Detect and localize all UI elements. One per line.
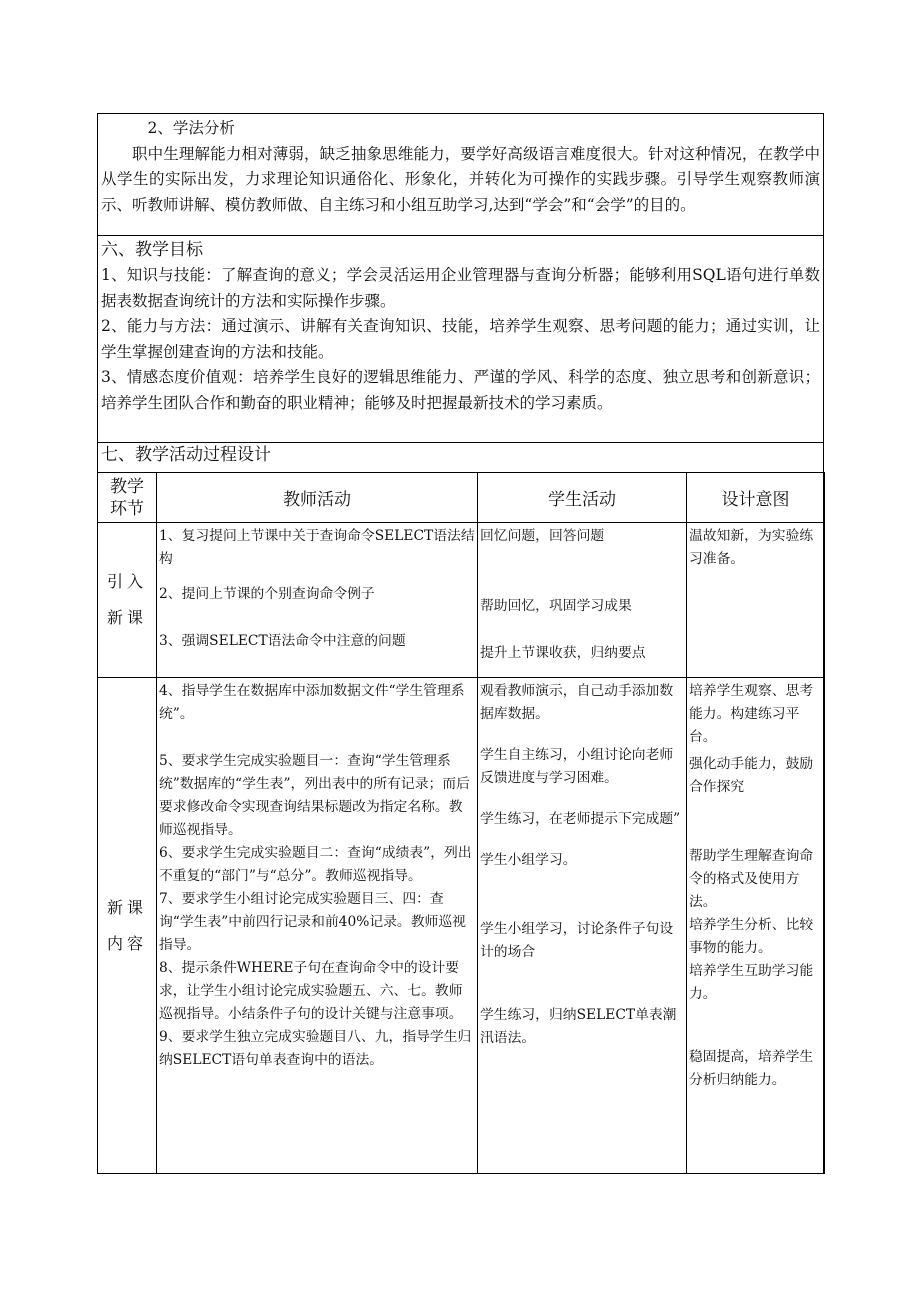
goal-item-knowledge: 1、知识与技能：了解查询的意义；学会灵活运用企业管理器与查询分析器；能够利用SQL语句进行单数据表数据查询统计的方法和实际操作步骤。 [101, 266, 820, 310]
header-stage: 教学环节 [98, 473, 157, 523]
student-activity-new [478, 678, 687, 1174]
list-item: 9、要求学生独立完成实验题目八、九，指导学生归纳SELECT语句单表查询中的语法。 [159, 1029, 472, 1068]
student-activity-intro [478, 523, 687, 678]
list-item: 2、提问上节课的个别查询命令例子 [159, 586, 375, 602]
process-design-section [98, 443, 823, 473]
list-item: 3、强调SELECT语法命令中注意的问题 [159, 633, 406, 649]
list-item: 温故知新，为实验练习准备。 [689, 528, 814, 567]
header-student: 学生活动 [478, 473, 687, 523]
design-intent-new [687, 678, 825, 1174]
header-intent: 设计意图 [687, 473, 825, 523]
list-item: 培养学生观察、思考能力。构建练习平台。 [689, 683, 814, 745]
list-item: 回忆问题，回答问题 [480, 528, 605, 544]
list-item: 学生自主练习，小组讨论向老师反馈进度与学习困难。 [480, 747, 674, 786]
list-item: 稳固提高，培养学生分析归纳能力。 [689, 1049, 814, 1088]
list-item: 8、提示条件WHERE子句在查询命令中的设计要求，让学生小组讨论完成实验题五、六、七。教师巡视指导。小结条件子句的设计关键与注意事项。 [159, 960, 463, 1022]
activity-table [97, 472, 825, 1174]
list-item: 学生小组学习。 [480, 852, 577, 868]
teacher-activity-intro [157, 523, 478, 678]
list-item: 提升上节课收获，归纳要点 [480, 645, 646, 661]
learning-method-section [98, 114, 823, 236]
lesson-plan-box [97, 113, 824, 1174]
teaching-goals-title: 六、教学目标 [101, 240, 203, 260]
list-item: 培养学生互助学习能力。 [689, 963, 814, 1002]
learning-method-body: 职中生理解能力相对薄弱，缺乏抽象思维能力，要学好高级语言难度很大。针对这种情况，在教学中从学生的实际出发，力求理论知识通俗化、形象化，并转化为可操作的实践步骤。引导学生观察教师演示、听教师讲解、模仿教师做、自主练习和小组互助学习,达到“学会”和“会学”的目的。 [101, 144, 820, 214]
table-row-intro [98, 523, 825, 678]
list-item: 学生小组学习，讨论条件子句设计的场合 [480, 921, 674, 960]
goal-item-ability: 2、能力与方法：通过演示、讲解有关查询知识、技能，培养学生观察、思考问题的能力；通过实训，让学生掌握创建查询的方法和技能。 [101, 317, 820, 361]
list-item: 学生练习，在老师提示下完成题” [480, 811, 681, 827]
list-item: 观看教师演示，自己动手添加数据库数据。 [480, 683, 674, 722]
list-item: 4、指导学生在数据库中添加数据文件“学生管理系统”。 [159, 683, 465, 722]
header-teacher: 教师活动 [157, 473, 478, 523]
table-header-row [98, 473, 825, 523]
teacher-activity-new [157, 678, 478, 1174]
list-item: 1、复习提问上节课中关于查询命令SELECT语法结构 [159, 528, 475, 567]
stage-intro: 引入新课 [98, 523, 157, 678]
list-item: 7、要求学生小组讨论完成实验题目三、四：查询“学生表”中前四行记录和前40%记录。教师巡视指导。 [159, 891, 466, 953]
list-item: 6、要求学生完成实验题目二：查询“成绩表”，列出不重复的“部门”与“总分”。教师巡视指导。 [159, 845, 472, 884]
process-design-title: 七、教学活动过程设计 [101, 445, 271, 465]
design-intent-intro [687, 523, 825, 678]
teaching-goals-section [98, 236, 823, 443]
stage-new-content: 新课内容 [98, 678, 157, 1174]
lesson-plan-page [97, 113, 824, 1174]
list-item: 强化动手能力，鼓励合作探究 [689, 756, 814, 795]
list-item: 培养学生分析、比较事物的能力。 [689, 917, 814, 956]
list-item: 帮助学生理解查询命令的格式及使用方法。 [689, 848, 814, 910]
list-item: 帮助回忆，巩固学习成果 [480, 598, 632, 614]
list-item: 5、要求学生完成实验题目一：查询“学生管理系统”数据库的“学生表”，列出表中的所有记录；而后要求修改命令实现查询结果标题改为指定名称。教师巡视指导。 [159, 753, 470, 838]
learning-method-title: 2、学法分析 [147, 119, 235, 137]
list-item: 学生练习，归纳SELECT单表潮汛语法。 [480, 1007, 677, 1046]
table-row-new-content [98, 678, 825, 1174]
goal-item-attitude: 3、情感态度价值观：培养学生良好的逻辑思维能力、严谨的学风、科学的态度、独立思考和创新意识；培养学生团队合作和勤奋的职业精神；能够及时把握最新技术的学习素质。 [101, 368, 820, 412]
